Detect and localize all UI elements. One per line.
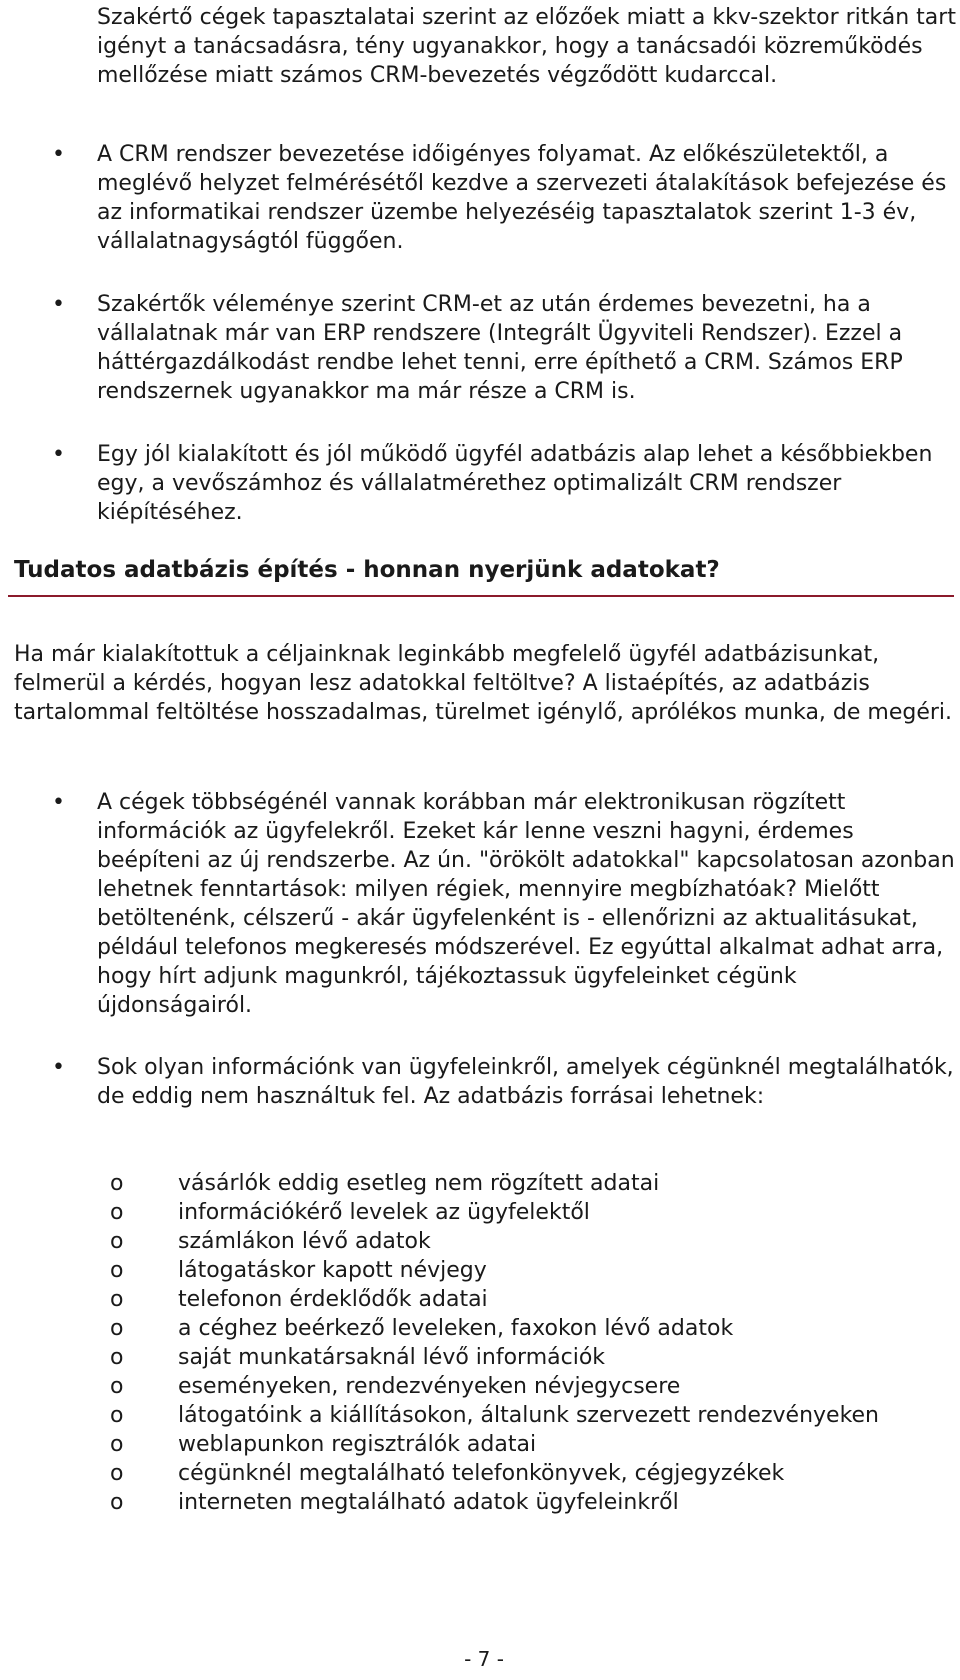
list-item-text: látogatóink a kiállításokon, általunk szervezett rendezvényeken	[178, 1403, 880, 1428]
list-item	[110, 1256, 960, 1285]
intro-paragraph: Ha már kialakítottuk a céljainknak leginkább megfelelő ügyfél adatbázisunkat, felmerül a kérdés, hogyan lesz adatokkal feltöltve? A listaépítés, az adatbázis tartalommal feltöltése hosszadalmas, türelmet igénylő, aprólékos munka, de megéri.	[14, 642, 953, 725]
top-paragraph: Szakértő cégek tapasztalatai szerint az előzőek miatt a kkv-szektor ritkán tart igényt a tanácsadásra, tény ugyanakkor, hogy a tanácsadói közreműködés mellőzése miatt számos CRM-bevezetés végződött kudarccal.	[97, 5, 956, 88]
list-item-text: a céghez beérkező leveleken, faxokon lévő adatok	[178, 1316, 734, 1341]
bullet-text: Sok olyan információnk van ügyfeleinkről, amelyek cégünknél megtalálhatók, de eddig nem használtuk fel. Az adatbázis forrásai lehetnek:	[97, 1055, 954, 1109]
list-item-text: információkérő levelek az ügyfelektől	[178, 1200, 590, 1225]
bullet-marker: •	[52, 1055, 65, 1080]
section-heading: Tudatos adatbázis építés - honnan nyerjünk adatokat?	[14, 557, 720, 583]
list-item	[110, 1343, 960, 1372]
sublist-marker: o	[110, 1316, 124, 1341]
data-sources-list	[110, 1169, 960, 1517]
bullet-text: A CRM rendszer bevezetése időigényes folyamat. Az előkészületektől, a meglévő helyzet felmérésétől kezdve a szervezeti átalakítások befejezése és az informatikai rendszer üzembe helyezéséig tapasztalatok szerint 1-3 év, vállalatnagyságtól függően.	[97, 142, 947, 254]
heading-rule	[8, 595, 954, 597]
list-item	[110, 1169, 960, 1198]
sublist-marker: o	[110, 1345, 124, 1370]
sublist-marker: o	[110, 1229, 124, 1254]
list-item-text: látogatáskor kapott névjegy	[178, 1258, 487, 1283]
list-item-text: cégünknél megtalálható telefonkönyvek, cégjegyzékek	[178, 1461, 785, 1486]
bullet-text: Egy jól kialakított és jól működő ügyfél adatbázis alap lehet a későbbiekben egy, a vevőszámhoz és vállalatmérethez optimalizált CRM rendszer kiépítéséhez.	[97, 442, 933, 525]
list-item	[110, 1314, 960, 1343]
bullet-text: Szakértők véleménye szerint CRM-et az után érdemes bevezetni, ha a vállalatnak már van ERP rendszere (Integrált Ügyviteli Rendszer). Ezzel a háttérgazdálkodást rendbe lehet tenni, erre építhető a CRM. Számos ERP rendszernek ugyanakkor ma már része a CRM is.	[97, 292, 903, 404]
sublist-marker: o	[110, 1287, 124, 1312]
sublist-marker: o	[110, 1403, 124, 1428]
list-item	[110, 1459, 960, 1488]
bullet-marker: •	[52, 142, 65, 167]
sublist-marker: o	[110, 1258, 124, 1283]
sublist-marker: o	[110, 1374, 124, 1399]
sublist-marker: o	[110, 1200, 124, 1225]
list-item-text: interneten megtalálható adatok ügyfeleinkről	[178, 1490, 679, 1515]
bullet-marker: •	[52, 790, 65, 815]
list-item-text: saját munkatársaknál lévő információk	[178, 1345, 606, 1370]
sublist-marker: o	[110, 1490, 124, 1515]
list-item	[110, 1227, 960, 1256]
list-item-text: számlákon lévő adatok	[178, 1229, 431, 1254]
list-item	[110, 1488, 960, 1517]
list-item-text: weblapunkon regisztrálók adatai	[178, 1432, 537, 1457]
list-item	[110, 1372, 960, 1401]
list-item	[110, 1198, 960, 1227]
sublist-marker: o	[110, 1461, 124, 1486]
list-item	[110, 1285, 960, 1314]
list-item-text: eseményeken, rendezvényeken névjegycsere	[178, 1374, 681, 1399]
bullet-marker: •	[52, 292, 65, 317]
bullet-text: A cégek többségénél vannak korábban már elektronikusan rögzített információk az ügyfelekről. Ezeket kár lenne veszni hagyni, érdemes beépíteni az új rendszerbe. Az ún. "örökölt adatokkal" kapcsolatosan azonban lehetnek fenntartások: milyen régiek, mennyire megbízhatóak? Mielőtt betöltenénk, célszerű - akár ügyfelenként is - ellenőrizni az aktualitásukat, például telefonos megkeresés módszerével. Ez egyúttal alkalmat adhat arra, hogy hírt adjunk magunkról, tájékoztassuk ügyfeleinket cégünk újdonságairól.	[97, 790, 955, 1018]
sublist-marker: o	[110, 1432, 124, 1457]
sublist-marker: o	[110, 1171, 124, 1196]
page-number: - 7 -	[464, 1647, 504, 1671]
list-item-text: vásárlók eddig esetleg nem rögzített adatai	[178, 1171, 660, 1196]
list-item	[110, 1430, 960, 1459]
list-item	[110, 1401, 960, 1430]
list-item-text: telefonon érdeklődők adatai	[178, 1287, 488, 1312]
bullet-marker: •	[52, 442, 65, 467]
